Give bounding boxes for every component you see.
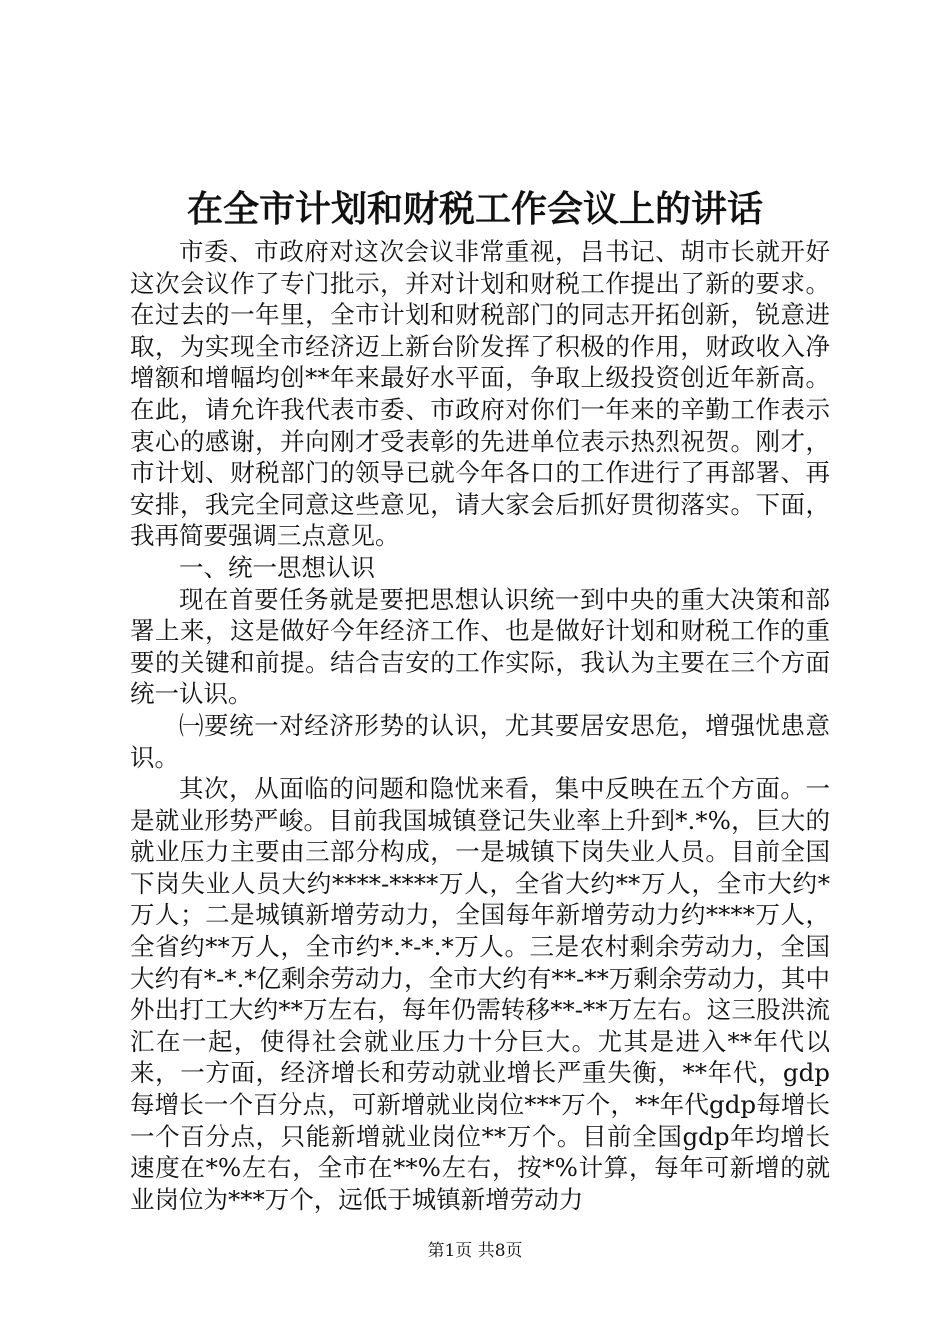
document-title: 在全市计划和财税工作会议上的讲话 <box>186 188 763 230</box>
paragraph-intro: 市委、市政府对这次会议非常重视，吕书记、胡市长就开好这次会议作了专门批示，并对计划和财税工作提出了新的要求。在过去的一年里，全市计划和财税部门的同志开拓创新，锐意进取，为实现全市经济迈上新台阶发挥了积极的作用，财政收入净增额和增幅均创**年来最好水平面，争取上级投资创近年新高。在此，请允许我代表市委、市政府对你们一年来的辛勤工作表示衷心的感谢，并向刚才受表彰的先进单位表示热烈祝贺。刚才，市计划、财税部门的领导已就今年各口的工作进行了再部署、再安排，我完全同意这些意见，请大家会后抓好贯彻落实。下面，我再简要强调三点意见。 <box>130 237 830 551</box>
paragraph-subsection-1: ㈠要统一对经济形势的认识，尤其要居安思危，增强忧患意识。 <box>130 710 830 772</box>
paragraph-problems: 其次，从面临的问题和隐忧来看，集中反映在五个方面。一是就业形势严峻。目前我国城镇登记失业率上升到*.*%，巨大的就业压力主要由三部分构成，一是城镇下岗失业人员。目前全国下岗失业人员大约****-****万人，全省大约**万人，全市大约*万人；二是城镇新增劳动力，全国每年新增劳动力约****万人，全省约**万人，全市约*.*-*.*万人。三是农村剩余劳动力，全国大约有*-*.*亿剩余劳动力，全市大约有**-**万剩余劳动力，其中外出打工大约**万左右，每年仍需转移**-**万左右。这三股洪流汇在一起，使得社会就业压力十分巨大。尤其是进入**年代以来，一方面，经济增长和劳动就业增长严重失衡，**年代，gdp每增长一个百分点，可新增就业岗位***万个，**年代gdp每增长一个百分点，只能新增就业岗位**万个。目前全国gdp年均增长速度在*%左右，全市在**%左右，按*%计算，每年可新增的就业岗位为***万个，远低于城镇新增劳动力 <box>130 774 830 1214</box>
section-heading-1: 一、统一思想认识 <box>179 552 375 582</box>
document-body <box>130 236 830 1215</box>
page-number-footer: 第1页 共8页 <box>427 1241 523 1261</box>
paragraph-section-1: 现在首要任务就是要把思想认识统一到中央的重大决策和部署上来，这是做好今年经济工作、也是做好计划和财税工作的重要的关键和前提。结合吉安的工作实际，我认为主要在三个方面统一认识。 <box>130 584 830 709</box>
